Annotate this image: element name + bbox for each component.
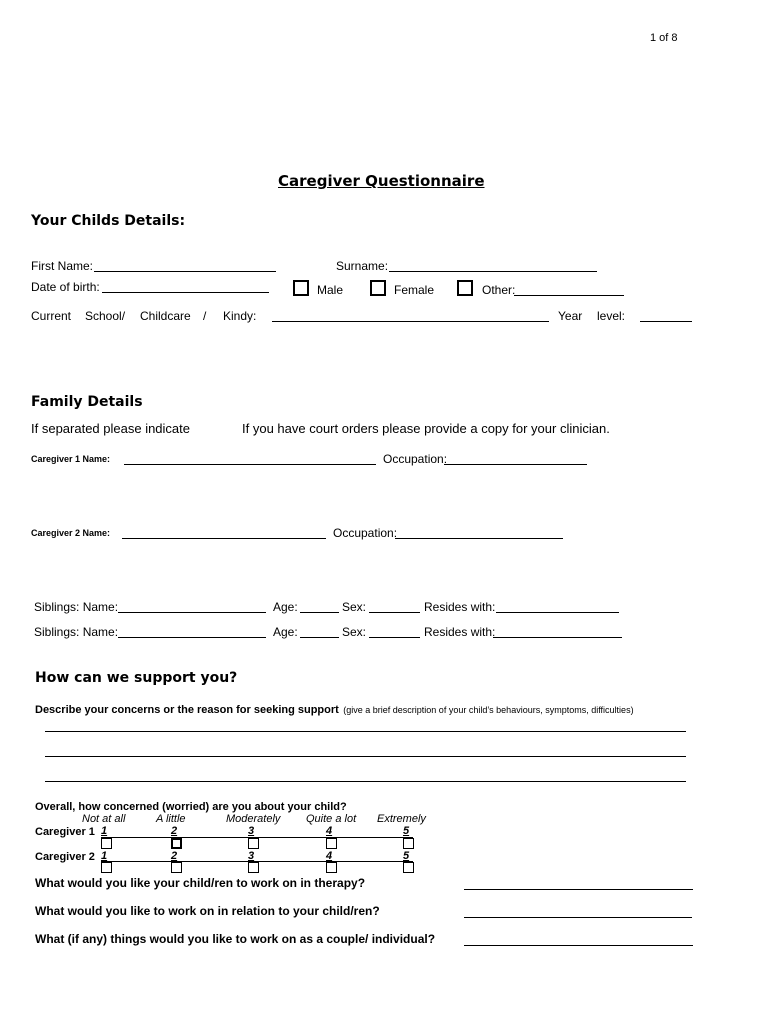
caregiver1-occupation-field[interactable] — [444, 464, 587, 465]
childcare-label: Childcare — [140, 309, 191, 323]
caregiver1-num-5: 5 — [403, 825, 410, 837]
caregiver2-num-3: 3 — [248, 850, 255, 862]
surname-field[interactable] — [389, 271, 597, 272]
first-name-label: First Name: — [31, 259, 94, 273]
sibling1-name-label: Siblings: Name: — [34, 600, 119, 614]
other-checkbox[interactable] — [457, 280, 473, 296]
sibling2-sex-field[interactable] — [369, 637, 420, 638]
describe-concerns-bold: Describe your concerns or the reason for seeking support — [35, 704, 339, 716]
caregiver2-checkbox-4[interactable] — [326, 862, 337, 873]
sibling1-sex-label: Sex: — [342, 600, 367, 614]
female-label: Female — [394, 283, 435, 297]
caregiver2-scale-label: Caregiver 2 — [35, 851, 95, 863]
caregiver2-num-5: 5 — [403, 850, 410, 862]
sibling2-resides-field[interactable] — [493, 637, 622, 638]
caregiver2-name-label: Caregiver 2 Name: — [31, 528, 111, 538]
level-label: level: — [597, 309, 626, 323]
sibling1-resides-field[interactable] — [496, 612, 619, 613]
relation-answer-field[interactable] — [464, 917, 692, 918]
caregiver1-occupation-label: Occupation: — [383, 452, 448, 466]
relation-question: What would you like to work on in relation to your child/ren? — [35, 904, 380, 918]
female-checkbox[interactable] — [370, 280, 386, 296]
describe-concerns-text — [35, 700, 634, 718]
kindy-label: Kindy: — [223, 309, 257, 323]
male-label: Male — [317, 283, 344, 297]
caregiver2-num-4: 4 — [326, 850, 333, 862]
sibling2-age-field[interactable] — [300, 637, 339, 638]
slash-label: / — [203, 309, 207, 323]
caregiver2-checkbox-2[interactable] — [171, 862, 182, 873]
scale-label-extremely: Extremely — [377, 813, 426, 825]
dob-label: Date of birth: — [31, 280, 100, 294]
caregiver2-name-field[interactable] — [122, 538, 326, 539]
school-field[interactable] — [272, 321, 549, 322]
school-label: School/ — [85, 309, 126, 323]
support-heading: How can we support you? — [35, 670, 238, 686]
current-label: Current — [31, 309, 72, 323]
therapy-answer-field[interactable] — [464, 889, 693, 890]
year-label: Year — [558, 309, 583, 323]
sibling2-sex-label: Sex: — [342, 625, 367, 639]
child-details-heading: Your Childs Details: — [31, 213, 186, 229]
surname-label: Surname: — [336, 259, 389, 273]
caregiver1-num-4: 4 — [326, 825, 333, 837]
caregiver2-occupation-field[interactable] — [395, 538, 563, 539]
sibling2-name-field[interactable] — [118, 637, 266, 638]
caregiver1-name-field[interactable] — [124, 464, 376, 465]
caregiver1-num-1: 1 — [101, 825, 108, 837]
caregiver1-checkbox-1[interactable] — [101, 838, 112, 849]
caregiver1-checkbox-5[interactable] — [403, 838, 414, 849]
caregiver1-checkbox-4[interactable] — [326, 838, 337, 849]
other-label: Other: — [482, 283, 516, 297]
overall-concern-question: Overall, how concerned (worried) are you about your child? — [35, 801, 347, 813]
sibling1-resides-label: Resides with: — [424, 600, 496, 614]
caregiver1-name-label: Caregiver 1 Name: — [31, 454, 111, 464]
caregiver2-num-1: 1 — [101, 850, 108, 862]
scale-label-quite-a-lot: Quite a lot — [306, 813, 357, 825]
family-details-heading: Family Details — [31, 394, 143, 410]
male-checkbox[interactable] — [293, 280, 309, 296]
caregiver2-num-2: 2 — [171, 850, 178, 862]
dob-field[interactable] — [102, 292, 269, 293]
therapy-question: What would you like your child/ren to work on in therapy? — [35, 876, 366, 890]
separated-note: If separated please indicate — [31, 421, 190, 436]
scale-label-moderately: Moderately — [226, 813, 281, 825]
scale-label-not-at-all: Not at all — [82, 813, 126, 825]
sibling1-sex-field[interactable] — [369, 612, 420, 613]
caregiver1-checkbox-2[interactable] — [171, 838, 182, 849]
caregiver2-checkbox-1[interactable] — [101, 862, 112, 873]
other-field[interactable] — [514, 295, 624, 296]
first-name-field[interactable] — [94, 271, 276, 272]
caregiver1-checkbox-3[interactable] — [248, 838, 259, 849]
sibling1-name-field[interactable] — [118, 612, 266, 613]
concerns-line-1[interactable] — [45, 731, 686, 732]
caregiver1-scale-label: Caregiver 1 — [35, 826, 95, 838]
sibling2-name-label: Siblings: Name: — [34, 625, 119, 639]
concerns-line-2[interactable] — [45, 756, 686, 757]
concerns-line-3[interactable] — [45, 781, 686, 782]
caregiver2-checkbox-5[interactable] — [403, 862, 414, 873]
caregiver1-num-2: 2 — [171, 825, 178, 837]
page-number: 1 of 8 — [650, 32, 678, 44]
sibling2-resides-label: Resides with: — [424, 625, 496, 639]
sibling1-age-field[interactable] — [300, 612, 339, 613]
court-orders-note: If you have court orders please provide a copy for your clinician. — [242, 421, 610, 436]
caregiver2-checkbox-3[interactable] — [248, 862, 259, 873]
year-level-field[interactable] — [640, 321, 692, 322]
couple-question: What (if any) things would you like to work on as a couple/ individual? — [35, 932, 436, 946]
scale-label-a-little: A little — [156, 813, 186, 825]
caregiver1-num-3: 3 — [248, 825, 255, 837]
sibling1-age-label: Age: — [273, 600, 298, 614]
describe-concerns-note: (give a brief description of your child’s behaviours, symptoms, difficulties) — [343, 705, 634, 715]
page-title: Caregiver Questionnaire — [278, 172, 485, 190]
caregiver2-occupation-label: Occupation: — [333, 526, 398, 540]
couple-answer-field[interactable] — [464, 945, 693, 946]
sibling2-age-label: Age: — [273, 625, 298, 639]
